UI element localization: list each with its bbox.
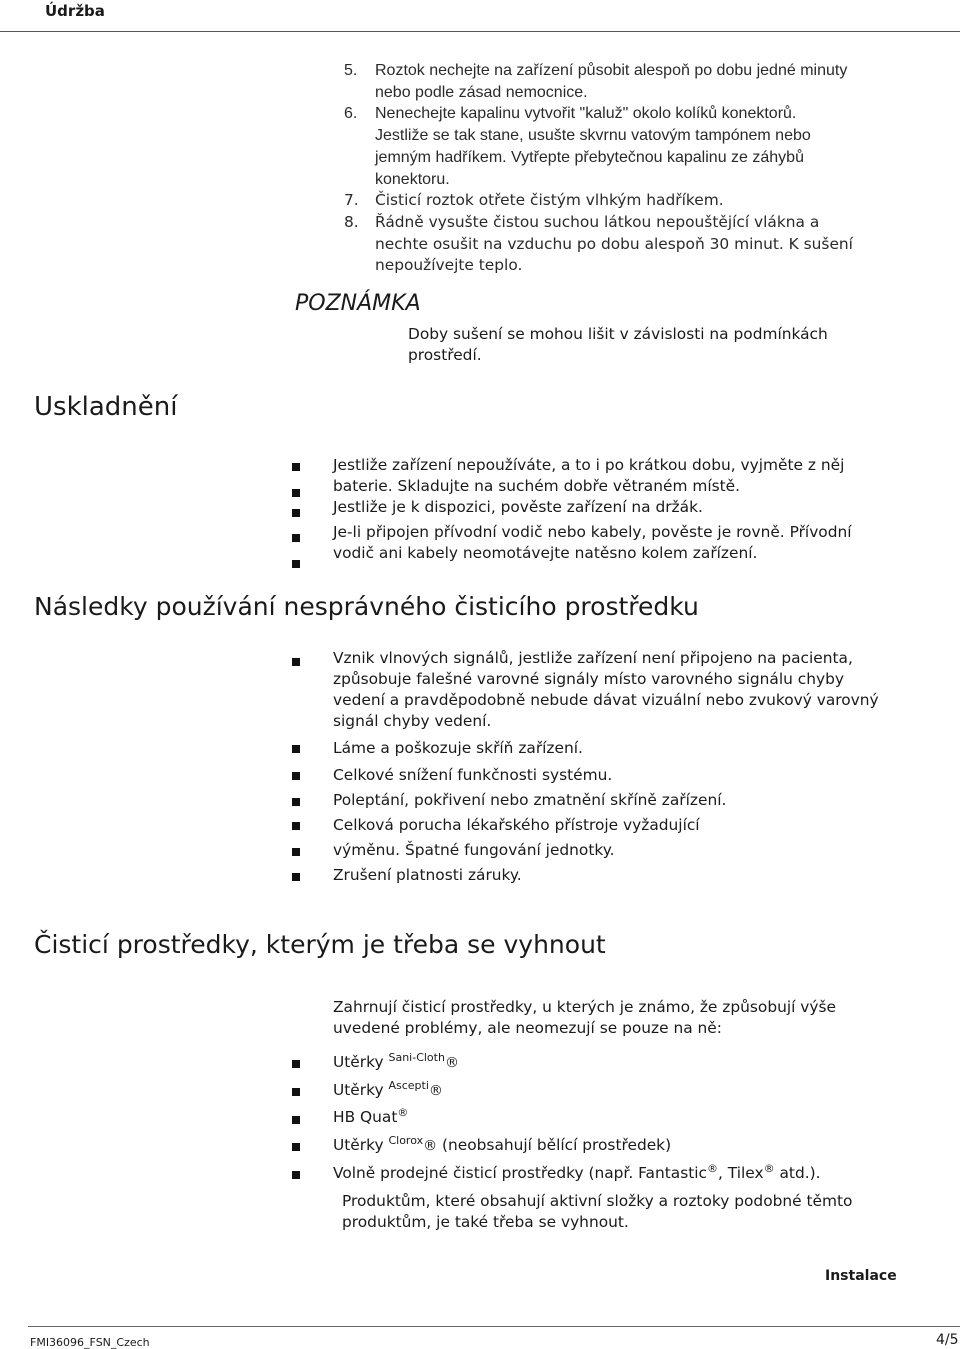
bullet-square-icon xyxy=(292,1143,300,1151)
item-text: , Tilex xyxy=(718,1164,764,1182)
step-line: jemným hadříkem. Vytřepte přebytečnou kapalinu ze záhybů xyxy=(375,148,804,166)
bullet-square-icon xyxy=(292,1116,300,1124)
list-line: vedení a pravděpodobně nebude dávat vizuální nebo zvukový varovný xyxy=(333,691,879,709)
item-sup: Ascepti xyxy=(388,1079,429,1092)
list-line: Jestliže zařízení nepoužíváte, a to i po krátkou dobu, vyjměte z něj xyxy=(333,456,845,474)
item-text: Utěrky xyxy=(333,1081,389,1099)
cleaning-step-8 xyxy=(344,212,924,277)
list-line: Zrušení platnosti záruky. xyxy=(333,866,522,884)
step-line: Roztok nechejte na zařízení působit alespoň po dobu jedné minuty xyxy=(375,62,848,79)
outro-line: produktům, je také třeba se vyhnout. xyxy=(342,1213,629,1231)
avoid-heading: Čisticí prostředky, kterým je třeba se vyhnout xyxy=(34,930,606,959)
list-line: Vznik vlnových signálů, jestliže zařízení není připojeno na pacienta, xyxy=(333,649,853,667)
item-text: Utěrky xyxy=(333,1136,389,1154)
consequences-heading: Následky používání nesprávného čisticího prostředku xyxy=(34,592,699,621)
bullet-square-icon xyxy=(292,798,300,806)
storage-list xyxy=(333,455,893,564)
cleaning-steps-list xyxy=(344,60,924,277)
intro-line: Zahrnují čisticí prostředky, u kterých je známo, že způsobují výše xyxy=(333,998,836,1016)
item-tail: (neobsahují bělící prostředek) xyxy=(437,1136,672,1154)
list-line: vodič ani kabely neomotávejte natěsno kolem zařízení. xyxy=(333,544,758,562)
bullet-square-icon xyxy=(292,560,300,568)
bullet-square-icon xyxy=(292,848,300,856)
storage-heading: Uskladnění xyxy=(34,392,178,422)
item-text: atd.). xyxy=(774,1164,821,1182)
section-title: Údržba xyxy=(45,2,105,20)
reg-mark: ® xyxy=(707,1162,719,1175)
step-line: Jestliže se tak stane, usušte skvrnu vatovým tampónem nebo xyxy=(375,127,811,145)
list-line: baterie. Skladujte na suchém dobře větraném místě. xyxy=(333,477,741,495)
note-text: Doby sušení se mohou lišit v závislosti na podmínkách prostředí. xyxy=(408,325,828,364)
cleaning-step-6 xyxy=(344,103,924,190)
cleaning-step-5 xyxy=(344,60,924,103)
bullet-square-icon xyxy=(292,534,300,542)
list-line: způsobuje falešné varovné signály místo varovného signálu chyby xyxy=(333,670,844,688)
document-id: FMI36096_FSN_Czech xyxy=(30,1336,150,1349)
bullet-square-icon xyxy=(292,772,300,780)
avoid-item xyxy=(333,1080,893,1102)
list-line: Celkové snížení funkčnosti systému. xyxy=(333,766,613,784)
avoid-intro xyxy=(333,997,893,1039)
item-sup: Sani-Cloth xyxy=(388,1051,445,1064)
step-line: Řádně vysušte čistou suchou látkou nepouštějící vlákna a xyxy=(375,212,820,231)
reg-mark: ® xyxy=(444,1055,459,1071)
avoid-item xyxy=(333,1163,893,1185)
step-line: nepoužívejte teplo. xyxy=(375,256,523,275)
item-sup: ® xyxy=(397,1106,409,1119)
step-line: konektoru. xyxy=(375,170,450,188)
intro-line: uvedené problémy, ale neomezují se pouze na ně: xyxy=(333,1019,722,1037)
cleaning-step-7 xyxy=(344,190,924,212)
next-section-label: Instalace xyxy=(825,1268,897,1284)
step-line: nechte osušit na vzduchu po dobu alespoň 30 minut. K sušení xyxy=(375,234,853,253)
bullet-square-icon xyxy=(292,1060,300,1068)
bullet-square-icon xyxy=(292,1088,300,1096)
page-number: 4/5 xyxy=(936,1332,959,1348)
outro-line: Produktům, které obsahují aktivní složky a roztoky podobné těmto xyxy=(342,1192,853,1210)
note-heading: POZNÁMKA xyxy=(295,291,421,316)
reg-mark: ® xyxy=(423,1138,438,1154)
step-line: nebo podle zásad nemocnice. xyxy=(375,83,588,101)
consequences-list xyxy=(333,648,893,886)
item-sup: Clorox xyxy=(388,1134,424,1147)
item-text: Volně prodejné čisticí prostředky (např. Fantastic xyxy=(333,1164,708,1182)
bullet-square-icon xyxy=(292,1171,300,1179)
footer-divider xyxy=(28,1326,960,1327)
bullet-square-icon xyxy=(292,463,300,471)
step-number: 6. xyxy=(344,105,358,123)
avoid-item xyxy=(333,1052,893,1074)
reg-mark: ® xyxy=(763,1162,775,1175)
avoid-outro xyxy=(342,1191,902,1233)
list-line: Láme a poškozuje skříň zařízení. xyxy=(333,739,583,757)
bullet-square-icon xyxy=(292,658,300,666)
reg-mark: ® xyxy=(428,1083,443,1099)
header-divider xyxy=(0,31,960,32)
avoid-item xyxy=(333,1135,893,1157)
list-line: Jestliže je k dispozici, pověste zařízení na držák. xyxy=(333,498,703,516)
step-number: 5. xyxy=(344,62,358,79)
bullet-square-icon xyxy=(292,509,300,517)
bullet-square-icon xyxy=(292,745,300,753)
step-line: Čisticí roztok otřete čistým vlhkým hadříkem. xyxy=(375,191,724,210)
bullet-square-icon xyxy=(292,822,300,830)
list-line: Je-li připojen přívodní vodič nebo kabely, pověste je rovně. Přívodní xyxy=(333,523,852,541)
avoid-item xyxy=(333,1107,893,1129)
bullet-square-icon xyxy=(292,489,300,497)
list-line: Poleptání, pokřivení nebo zmatnění skříně zařízení. xyxy=(333,791,727,809)
list-line: signál chyby vedení. xyxy=(333,712,492,730)
item-text: Utěrky xyxy=(333,1053,389,1071)
step-line: Nenechejte kapalinu vytvořit "kaluž" okolo kolíků konektorů. xyxy=(375,105,797,123)
step-number: 8. xyxy=(344,212,359,231)
bullet-square-icon xyxy=(292,873,300,881)
list-line: výměnu. Špatné fungování jednotky. xyxy=(333,841,615,859)
item-text: HB Quat xyxy=(333,1108,398,1126)
step-number: 7. xyxy=(344,191,359,210)
list-line: Celková porucha lékařského přístroje vyžadující xyxy=(333,816,700,834)
